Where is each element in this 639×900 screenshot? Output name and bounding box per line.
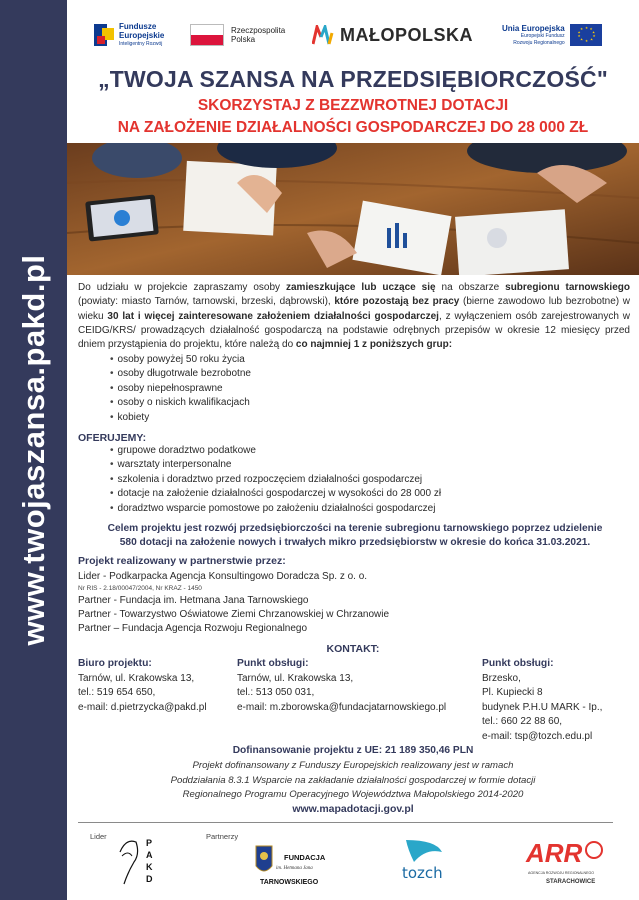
fund-line2: im. Hetmana Jana — [276, 866, 313, 871]
partnership-heading: Projekt realizowany w partnerstwie przez: — [78, 555, 286, 567]
fe-line1: Fundusze — [119, 21, 157, 31]
contact-point-city: Brzesko, — [482, 672, 521, 684]
contact-point-building: budynek P.H.U MARK - Ip., — [482, 701, 603, 713]
sidebar-url: www.twojaszansa.pakd.pl — [16, 254, 51, 646]
list-item: • osoby o niskich kwalifikacjach — [110, 396, 251, 410]
contact-office-address: Tarnów, ul. Krakowska 13, — [78, 672, 195, 684]
arr-wordmark: ARR — [526, 838, 583, 868]
contact-point-heading: Punkt obsługi: — [482, 658, 554, 669]
funding-info-line: Regionalnego Programu Operacyjnego Województwa Małopolskiego 2014-2020 — [182, 789, 524, 800]
contact-office — [78, 657, 207, 715]
subtitle-line2: NA ZAŁOŻENIE DZIAŁALNOŚCI GOSPODARCZEJ DO 28 000 ZŁ — [117, 119, 589, 136]
top-logos — [90, 14, 620, 56]
goal-line1: Celem projektu jest rozwój przedsiębiorczości na terenie subregionu tarnowskiego poprzez udzielenie — [107, 523, 603, 534]
fe-star-icon — [94, 24, 114, 46]
eu-flag-icon — [570, 24, 602, 46]
malopolska-name: MAŁOPOLSKA — [340, 24, 473, 45]
fundusze-europejskie-logo — [94, 14, 164, 56]
contact-office-phone: tel.: 519 654 650, — [78, 687, 156, 699]
pakd-letter-p: P — [146, 838, 153, 848]
svg-text:★: ★ — [584, 39, 588, 43]
rzeczpospolita-logo — [190, 14, 285, 56]
funding-info-line: Poddziałania 8.3.1 Wsparcie na zakładanie działalności gospodarczej w formie dotacji — [170, 774, 536, 786]
rp-line1: Rzeczpospolita — [231, 26, 286, 35]
partner-line: Partner - Fundacja im. Hetmana Jana Tarnowskiego — [78, 595, 309, 606]
contact-point-tarnow — [237, 657, 446, 715]
sidebar-band — [0, 0, 67, 900]
contact-heading: KONTAKT: — [326, 643, 380, 655]
svg-text:★: ★ — [577, 30, 581, 35]
fundacja-tarnowskiego-logo — [252, 836, 332, 888]
contact-office-heading: Biuro projektu: — [78, 658, 152, 669]
offer-heading: OFERUJEMY: — [78, 432, 147, 444]
contact-point-brzesko — [482, 657, 602, 745]
mapadotacji-link[interactable]: www.mapadotacji.gov.pl — [292, 803, 414, 815]
partner-line: Partner – Fundacja Agencja Rozwoju Regionalnego — [78, 623, 308, 634]
contact-point-email[interactable]: e-mail: m.zborowska@fundacjatarnowskiego.pl — [237, 701, 447, 713]
contact-point-heading: Punkt obsługi: — [237, 658, 309, 669]
contact-point-phone: tel.: 513 050 031, — [237, 687, 315, 699]
svg-text:★: ★ — [592, 34, 596, 38]
goal-line2: 580 dotacji na założenie nowych i trwałych mikro przedsiębiorstw w okresie do końca 31.03.2021. — [119, 537, 591, 548]
pakd-letter-a: A — [146, 850, 153, 860]
funding-amount: Dofinansowanie projektu z UE: 21 189 350,46 PLN — [232, 745, 474, 756]
rp-line2: Polska — [231, 35, 256, 44]
unia-europejska-logo — [502, 14, 602, 56]
partners-list — [78, 570, 389, 636]
list-item: • osoby powyżej 50 roku życia — [110, 353, 251, 367]
svg-text:★: ★ — [589, 27, 593, 32]
pakd-letter-d: D — [146, 874, 153, 884]
arr-starachowice-logo — [524, 836, 606, 886]
svg-text:★: ★ — [591, 30, 595, 35]
partner-line: Partner - Towarzystwo Oświatowe Ziemi Chrzanowskiej w Chrzanowie — [78, 609, 390, 620]
fe-line2: Europejskie — [119, 30, 165, 40]
arr-small-text: AGENCJA ROZWOJU REGIONALNEGO — [528, 871, 595, 875]
project-goal — [90, 522, 620, 550]
ue-line3: Rozwoju Regionalnego — [513, 39, 565, 46]
funding-info — [67, 759, 639, 803]
eligible-groups-list — [110, 353, 251, 425]
list-item: • grupowe doradztwo podatkowe — [110, 444, 441, 458]
intro-paragraph: Do udziału w projekcie zapraszamy osoby zamieszkujące lub uczące się na obszarze subregionu tarnowskiego (powiaty: miasto Tarnów, tarnowski, brzeski, dąbrowski), które pozostają bez pracy (bierne zawodowo lub bezrobotne) w wieku 30 lat i więcej zainteresowane założeniem działalności gospodarczej, z wyłączeniem osób zarejestrowanych w CEIDG/KRS/ prowadzących działalność gospodarczą na podstawie odrębnych przepisów w okresie 12 miesięcy przed dniem przystąpienia do projektu, które należą do co najmniej 1 z poniższych grup: — [78, 282, 630, 351]
arr-city: STARACHOWICE — [546, 879, 596, 885]
svg-text:★: ★ — [589, 37, 593, 42]
tozch-wordmark: tozch — [402, 864, 443, 882]
business-meeting-photo — [67, 143, 639, 275]
pakd-logo — [116, 832, 160, 888]
tozch-logo — [396, 836, 460, 884]
footer-divider — [78, 822, 613, 823]
lider-label: Lider — [90, 832, 107, 841]
malopolska-mark-icon — [312, 25, 334, 45]
pakd-letter-k: K — [146, 862, 153, 872]
ue-line2: Europejski Fundusz — [520, 32, 565, 39]
svg-text:★: ★ — [579, 27, 583, 32]
subtitle-line1: SKORZYSTAJ Z BEZZWROTNEJ DOTACJI — [197, 97, 509, 114]
offer-list — [110, 444, 441, 516]
registration-numbers: Nr RIS - 2.18/00047/2004, Nr KRAZ - 1450 — [78, 585, 202, 592]
svg-text:★: ★ — [577, 34, 581, 38]
list-item: • osoby długotrwale bezrobotne — [110, 367, 251, 381]
fund-line3: TARNOWSKIEGO — [260, 879, 319, 886]
fund-line1: FUNDACJA — [284, 853, 326, 862]
svg-text:★: ★ — [584, 26, 588, 30]
malopolska-logo — [312, 14, 473, 56]
contact-point-phone: tel.: 660 22 88 60, — [482, 716, 563, 728]
list-item: • warsztaty interpersonalne — [110, 458, 441, 472]
contact-point-street: Pl. Kupiecki 8 — [482, 687, 543, 699]
partners-label: Partnerzy — [206, 832, 239, 841]
contact-point-email[interactable]: e-mail: tsp@tozch.edu.pl — [482, 730, 593, 742]
polish-flag-icon — [190, 24, 224, 46]
list-item: • kobiety — [110, 411, 251, 425]
list-item: • szkolenia i doradztwo przed rozpoczęciem działalności gospodarczej — [110, 473, 441, 487]
page-title: „TWOJA SZANSA NA PRZEDSIĘBIORCZOŚĆ" — [98, 66, 608, 92]
funding-info-line: Projekt dofinansowany z Funduszy Europejskich realizowany jest w ramach — [192, 760, 514, 771]
list-item: • osoby niepełnosprawne — [110, 382, 251, 396]
fe-line3: Inteligentny Rozwój — [119, 40, 163, 47]
lider-line: Lider - Podkarpacka Agencja Konsultingowo Doradcza Sp. z o. o. — [78, 571, 368, 582]
list-item: • doradztwo wsparcie pomostowe po założeniu działalności gospodarczej — [110, 502, 441, 516]
list-item: • dotacje na założenie działalności gospodarczej w wysokości do 28 000 zł — [110, 487, 441, 501]
svg-text:★: ★ — [579, 37, 583, 42]
contact-point-address: Tarnów, ul. Krakowska 13, — [237, 672, 354, 684]
contact-office-email[interactable]: e-mail: d.pietrzycka@pakd.pl — [78, 701, 207, 713]
ue-line1: Unia Europejska — [502, 23, 565, 33]
